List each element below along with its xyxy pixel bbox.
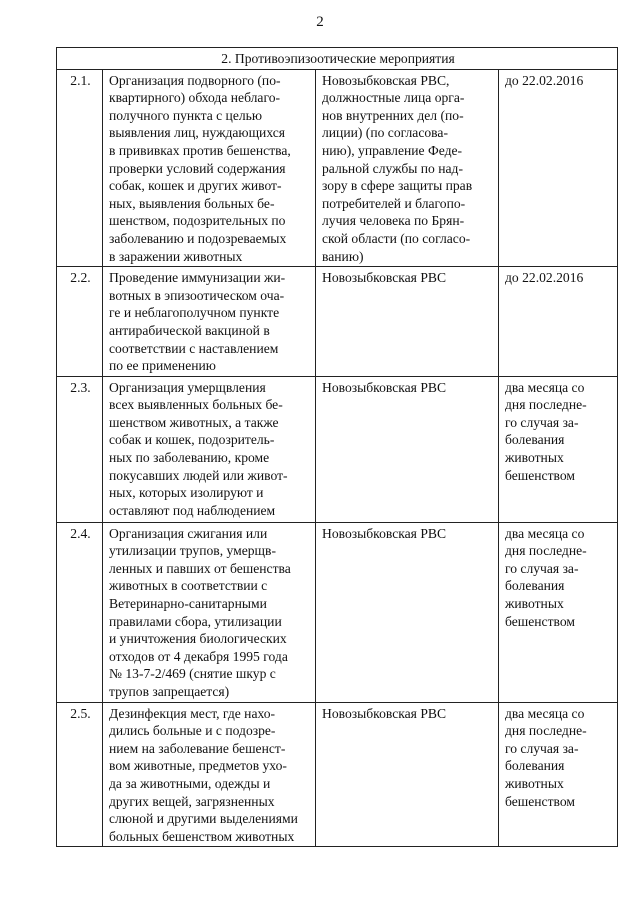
row-number: 2.5. <box>57 702 103 847</box>
row-number: 2.3. <box>57 376 103 522</box>
row-number: 2.4. <box>57 522 103 702</box>
executor-text: Новозыбковская РВС, должностные лица орга- нов внутренних дел (по- лиции) (по согласова- нию), управление Феде- ральной службы по над- зору в сфере защиты прав потребителей и благопо- лучия человека по Брян- ской области (по согласо- ванию) <box>316 69 499 267</box>
executor-text: Новозыбковская РВС <box>316 376 499 522</box>
section-title: 2. Противоэпизоотические мероприятия <box>57 48 618 70</box>
table-row <box>57 702 618 847</box>
row-number: 2.1. <box>57 69 103 267</box>
deadline-text: два месяца со дня последне- го случая за- болевания животных бешенством <box>499 702 618 847</box>
table-row <box>57 522 618 702</box>
measure-text: Организация умерщвления всех выявленных больных бе- шенством животных, а также собак и кошек, подозритель- ных по заболеванию, кроме покусавших людей или живот- ных, которых изолируют и оставляют под наблюдением <box>103 376 316 522</box>
deadline-text: до 22.02.2016 <box>499 267 618 377</box>
table-row <box>57 376 618 522</box>
measure-text: Дезинфекция мест, где нахо- дились больные и с подозре- нием на заболевание бешенст- вом животные, предметов ухо- да за животными, одежды и других вещей, загрязненных слюной и другими выделениями больных бешенством животных <box>103 702 316 847</box>
row-number: 2.2. <box>57 267 103 377</box>
measure-text: Организация подворного (по- квартирного) обхода неблаго- получного пункта с целью выявления лиц, нуждающихся в прививках против бешенства, проверки условий содержания собак, кошек и других живот- ных, выявления больных бе- шенством, подозрительных по заболеванию и подозреваемых в заражении животных <box>103 69 316 267</box>
executor-text: Новозыбковская РВС <box>316 702 499 847</box>
table-row <box>57 69 618 267</box>
table-row <box>57 267 618 377</box>
deadline-text: два месяца со дня последне- го случая за- болевания животных бешенством <box>499 376 618 522</box>
executor-text: Новозыбковская РВС <box>316 522 499 702</box>
measure-text: Организация сжигания или утилизации трупов, умерщв- ленных и павших от бешенства животных в соответствии с Ветеринарно-санитарными правилами сбора, утилизации и уничтожения биологических отходов от 4 декабря 1995 года № 13-7-2/469 (снятие шкур с трупов запрещается) <box>103 522 316 702</box>
section-header-row <box>57 48 618 70</box>
deadline-text: два месяца со дня последне- го случая за- болевания животных бешенством <box>499 522 618 702</box>
measures-table <box>56 47 618 847</box>
page-number: 2 <box>316 14 324 30</box>
executor-text: Новозыбковская РВС <box>316 267 499 377</box>
deadline-text: до 22.02.2016 <box>499 69 618 267</box>
measure-text: Проведение иммунизации жи- вотных в эпизоотическом оча- ге и неблагополучном пункте антирабической вакциной в соответствии с наставлением по ее применению <box>103 267 316 377</box>
